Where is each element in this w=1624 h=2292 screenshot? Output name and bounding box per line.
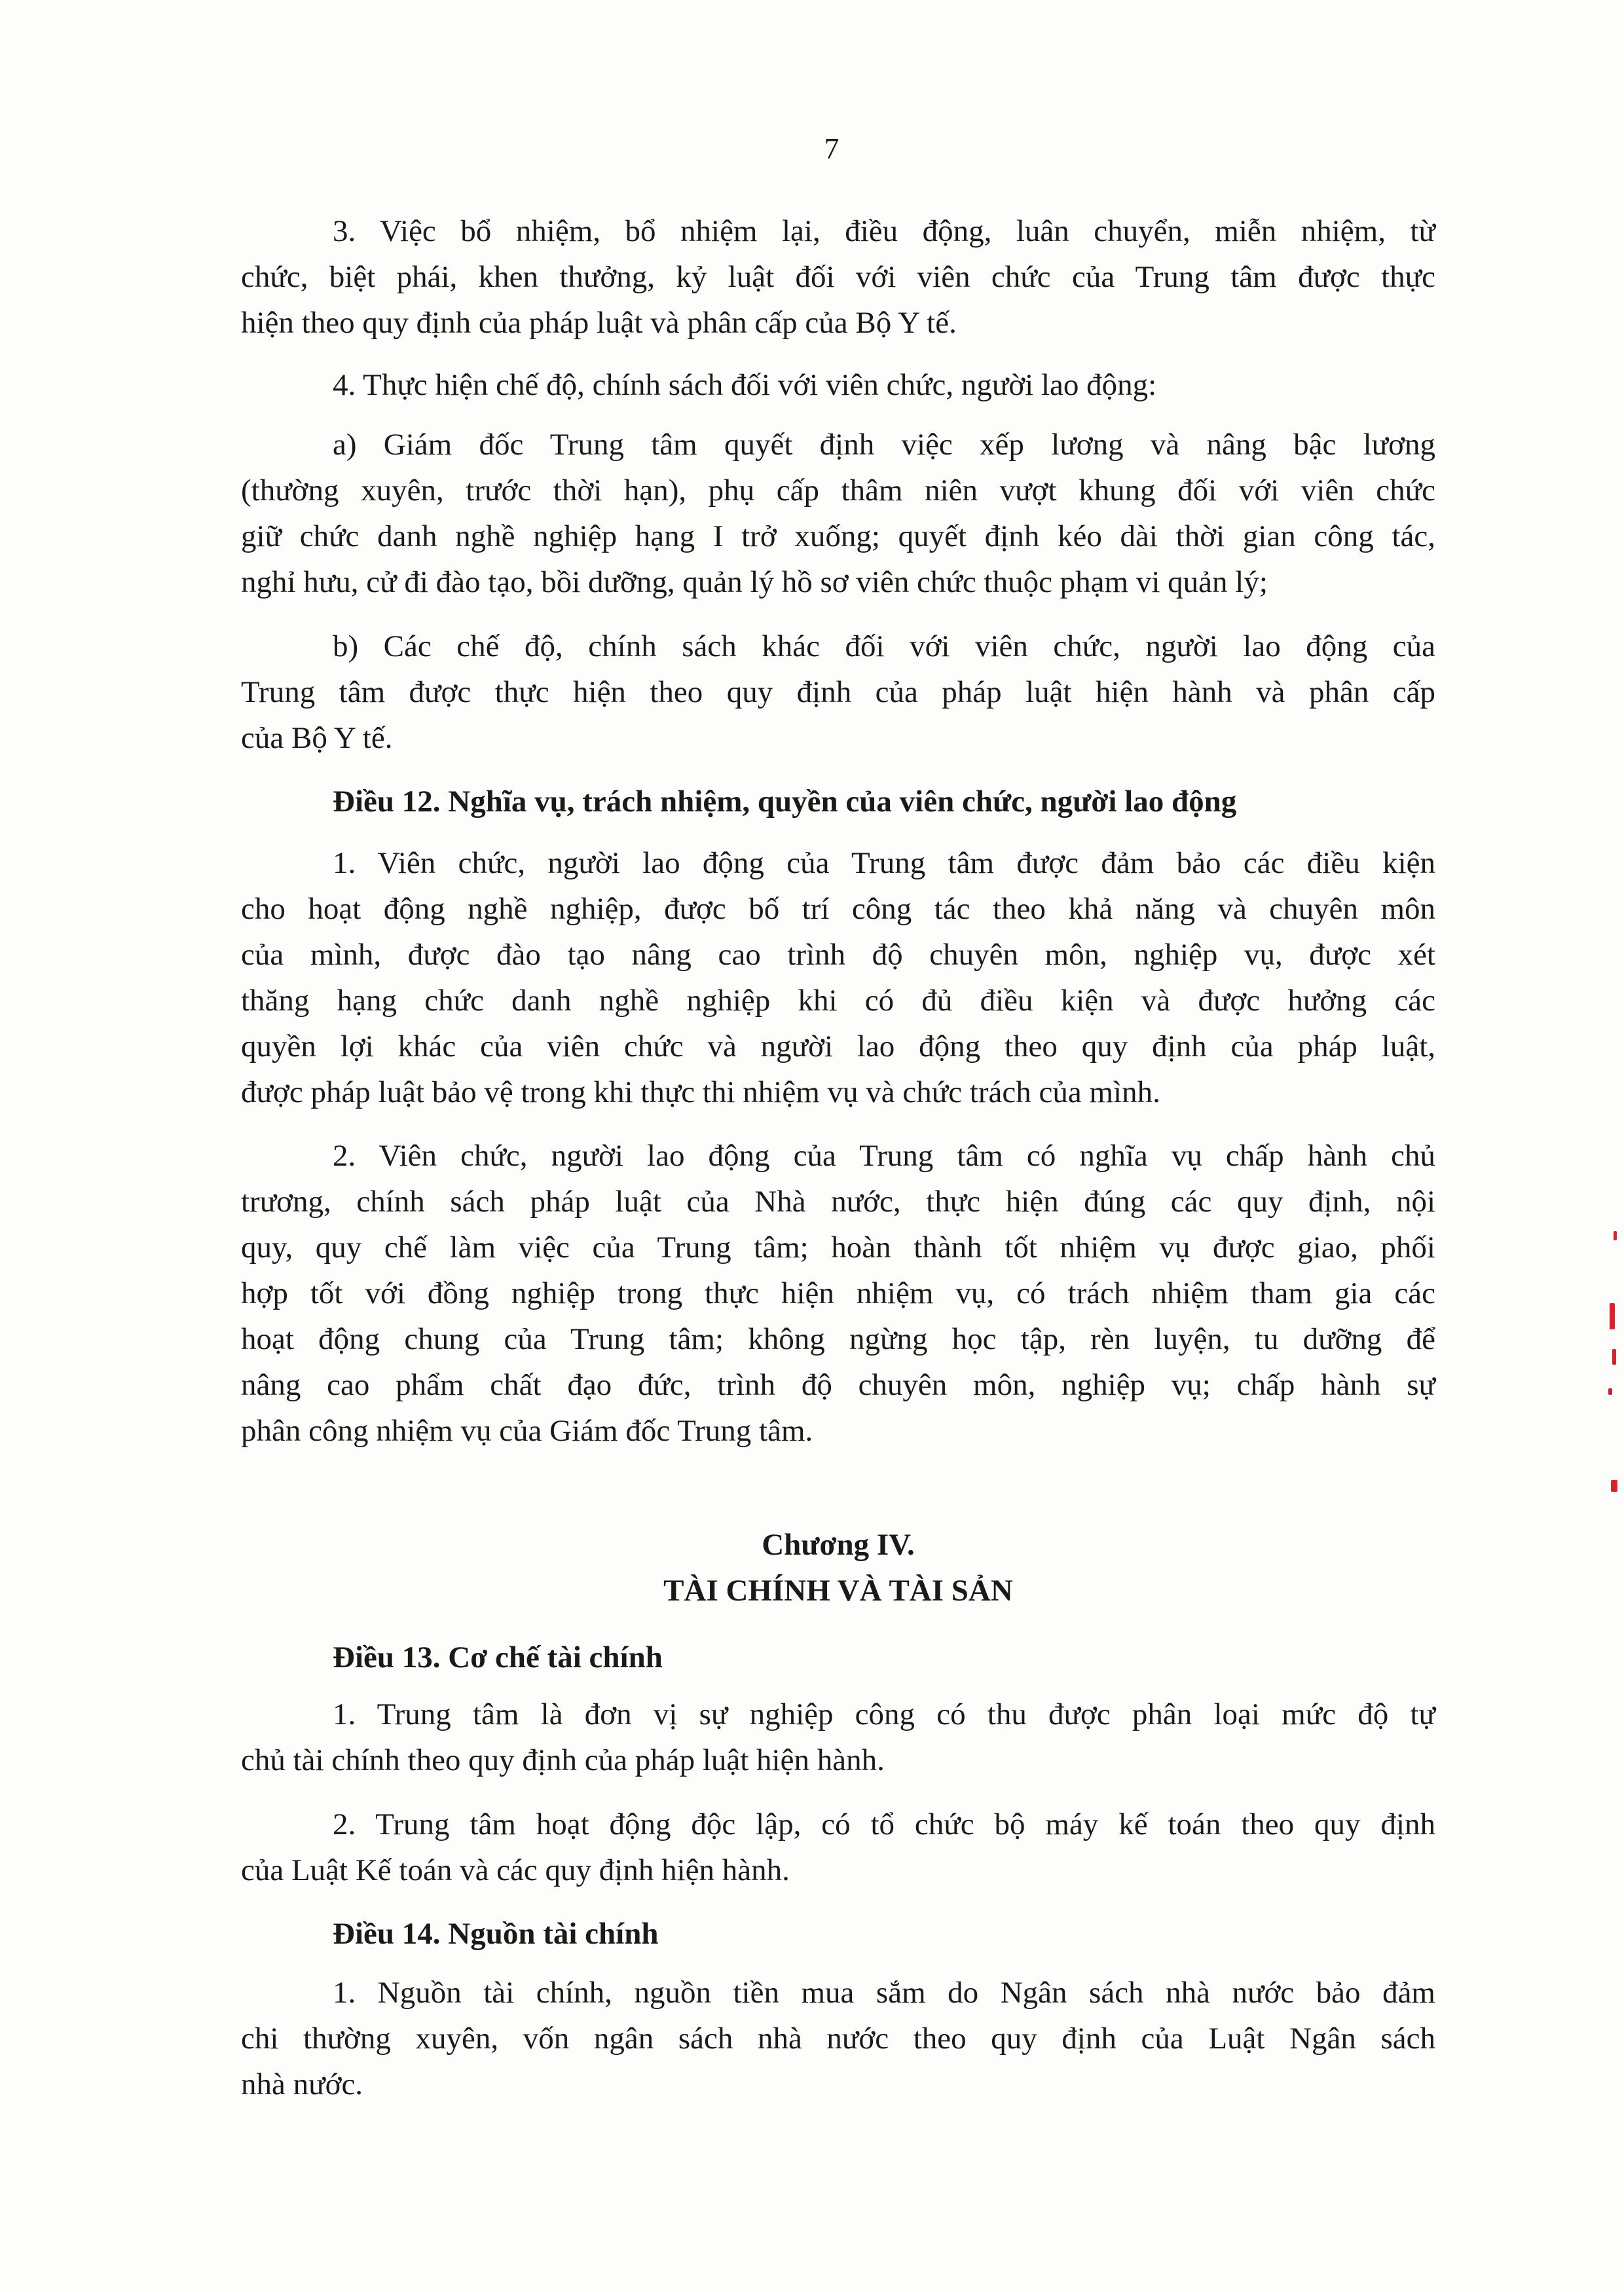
- text-line: a) Giám đốc Trung tâm quyết định việc xếp lương và nâng bậc lương: [333, 428, 1435, 462]
- paragraph: [241, 623, 1435, 761]
- article-heading: [241, 1635, 1435, 1680]
- text-line: Chương IV.: [762, 1528, 915, 1562]
- text-line: 1. Nguồn tài chính, nguồn tiền mua sắm do Ngân sách nhà nước bảo đảm: [333, 1976, 1435, 2010]
- text-line: Điều 13. Cơ chế tài chính: [333, 1640, 663, 1674]
- paragraph: [241, 1970, 1435, 2107]
- text-line: 2. Trung tâm hoạt động độc lập, có tổ chức bộ máy kế toán theo quy định: [333, 1807, 1435, 1841]
- paragraph: [241, 1802, 1435, 1893]
- text-line: phân công nhiệm vụ của Giám đốc Trung tâm.: [241, 1414, 813, 1448]
- text-line: chi thường xuyên, vốn ngân sách nhà nước theo quy định của Luật Ngân sách: [241, 2022, 1435, 2056]
- paragraph: [241, 422, 1435, 605]
- text-line: cho hoạt động nghề nghiệp, được bố trí công tác theo khả năng và chuyên môn: [241, 892, 1435, 926]
- paragraph: [241, 362, 1435, 408]
- text-line: được pháp luật bảo vệ trong khi thực thi nhiệm vụ và chức trách của mình.: [241, 1075, 1160, 1109]
- text-line: quy, quy chế làm việc của Trung tâm; hoàn thành tốt nhiệm vụ được giao, phối: [241, 1230, 1435, 1265]
- text-line: nghỉ hưu, cử đi đào tạo, bồi dưỡng, quản lý hồ sơ viên chức thuộc phạm vi quản lý;: [241, 565, 1268, 599]
- text-line: trương, chính sách pháp luật của Nhà nước, thực hiện đúng các quy định, nội: [241, 1185, 1435, 1219]
- text-line: nâng cao phẩm chất đạo đức, trình độ chuyên môn, nghiệp vụ; chấp hành sự: [241, 1368, 1435, 1402]
- text-line: nhà nước.: [241, 2067, 363, 2101]
- text-line: 1. Trung tâm là đơn vị sự nghiệp công có thu được phân loại mức độ tự: [333, 1697, 1435, 1731]
- paragraph: [241, 1691, 1435, 1783]
- text-line: quyền lợi khác của viên chức và người lao động theo quy định của pháp luật,: [241, 1029, 1435, 1063]
- text-line: của Bộ Y tế.: [241, 721, 393, 755]
- paragraph: [241, 208, 1435, 346]
- text-line: 1. Viên chức, người lao động của Trung tâm được đảm bảo các điều kiện: [333, 846, 1435, 880]
- text-line: hiện theo quy định của pháp luật và phân cấp của Bộ Y tế.: [241, 306, 957, 340]
- text-line: 4. Thực hiện chế độ, chính sách đối với viên chức, người lao động:: [333, 368, 1157, 402]
- text-line: Trung tâm được thực hiện theo quy định của pháp luật hiện hành và phân cấp: [241, 675, 1435, 709]
- text-line: TÀI CHÍNH VÀ TÀI SẢN: [663, 1574, 1013, 1608]
- article-heading: [241, 1911, 1435, 1957]
- text-line: b) Các chế độ, chính sách khác đối với viên chức, người lao động của: [333, 629, 1435, 663]
- text-line: 2. Viên chức, người lao động của Trung tâm có nghĩa vụ chấp hành chủ: [333, 1139, 1435, 1173]
- paragraph: [241, 840, 1435, 1115]
- text-line: 3. Việc bổ nhiệm, bổ nhiệm lại, điều động, luân chuyển, miễn nhiệm, từ: [333, 214, 1435, 248]
- text-line: thăng hạng chức danh nghề nghiệp khi có đủ điều kiện và được hưởng các: [241, 984, 1435, 1018]
- text-line: của mình, được đào tạo nâng cao trình độ chuyên môn, nghiệp vụ, được xét: [241, 938, 1435, 972]
- paragraph: [241, 1133, 1435, 1454]
- text-line: chủ tài chính theo quy định của pháp luật hiện hành.: [241, 1743, 885, 1777]
- text-line: của Luật Kế toán và các quy định hiện hành.: [241, 1853, 790, 1887]
- text-line: hợp tốt với đồng nghiệp trong thực hiện nhiệm vụ, có trách nhiệm tham gia các: [241, 1276, 1435, 1310]
- page-number: 7: [824, 132, 840, 165]
- text-line: giữ chức danh nghề nghiệp hạng I trở xuống; quyết định kéo dài thời gian công tác,: [241, 519, 1435, 553]
- text-line: Điều 14. Nguồn tài chính: [333, 1917, 659, 1951]
- article-heading: [241, 779, 1435, 824]
- chapter-title: [241, 1522, 1435, 1614]
- text-line: Điều 12. Nghĩa vụ, trách nhiệm, quyền của viên chức, người lao động: [333, 785, 1237, 819]
- text-line: hoạt động chung của Trung tâm; không ngừng học tập, rèn luyện, tu dưỡng để: [241, 1322, 1435, 1356]
- text-line: (thường xuyên, trước thời hạn), phụ cấp thâm niên vượt khung đối với viên chức: [241, 473, 1435, 508]
- text-line: chức, biệt phái, khen thưởng, kỷ luật đối với viên chức của Trung tâm được thực: [241, 260, 1435, 294]
